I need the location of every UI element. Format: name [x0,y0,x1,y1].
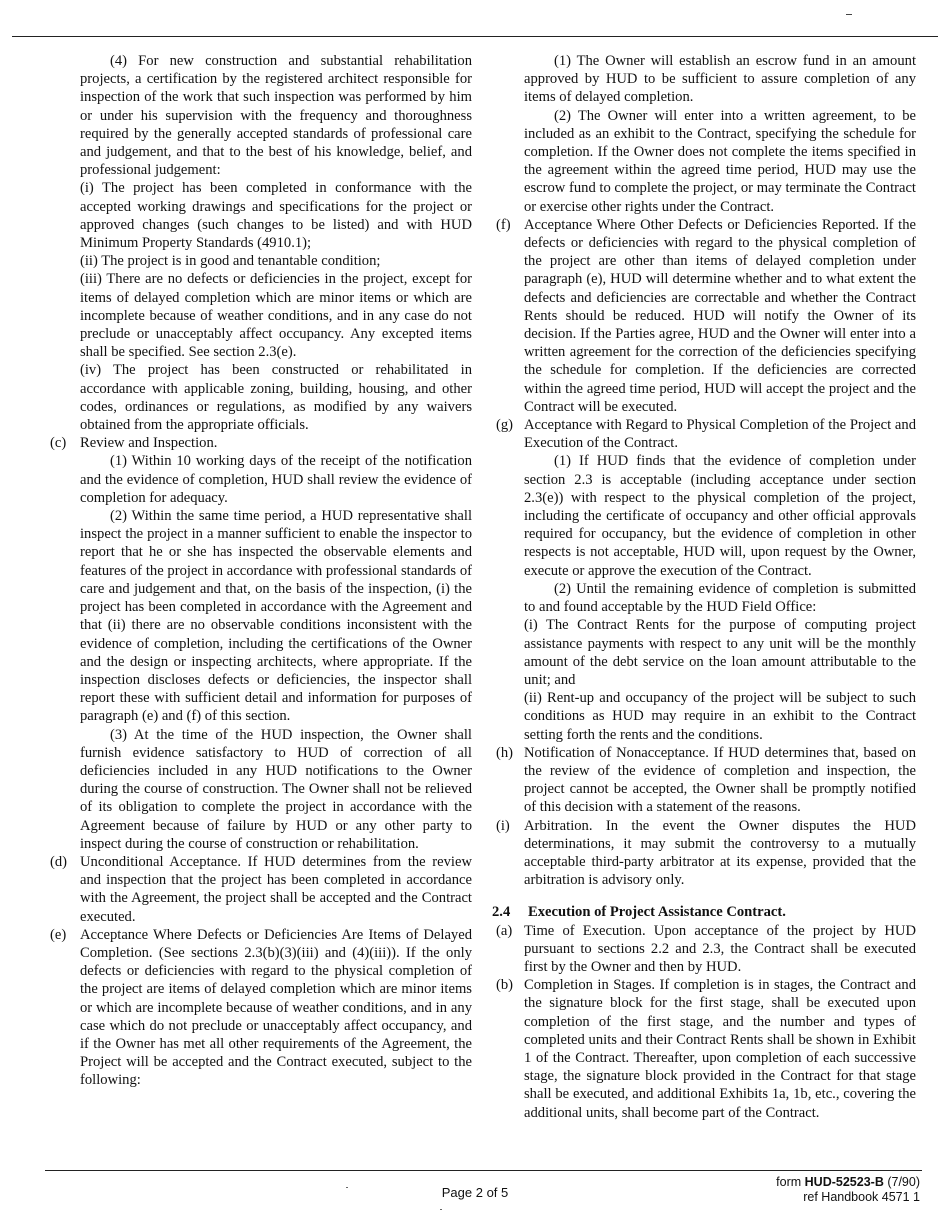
section-d-marker: (d) [50,853,68,870]
section-d-text: Unconditional Acceptance. If HUD determines from the review and inspection that the project has been completed in accordance with the Agreement, the project shall be accepted and the Contract executed. [80,853,472,925]
section-e-text: Acceptance Where Defects or Deficiencies Are Items of Delayed Completion. (See sections 2.3(b)(3)(iii) and (4)(iii)). If the only defects or deficiencies with regard to the physical completion of the project are items of delayed completion which are minor items or which are incomplete because of weather conditions, and in any case which do not preclude or unacceptably affect occupancy, and if the Owner has met all other requirements of the Agreement, the Project will be accepted and the Contract executed, subject to the following: [80,926,472,1089]
section-f-marker: (f) [496,216,511,233]
section-c-title: Review and Inspection. [80,435,218,452]
form-id: HUD-52523-B [804,1175,884,1189]
paragraph-4-certification: (4) For new construction and substantial rehabilitation projects, a certification by the registered architect responsible for inspection of the work that such inspection was performed by him or under his supervision with the frequency and thoroughness required by the generally accepted standards of professional care and judgement, and that to the best of his knowledge, belief, and professional judgement: [80,53,472,179]
section-e-marker: (e) [50,926,67,943]
section-2-4-b [492,976,916,1122]
item-ii: (ii) The project is in good and tenantable condition; [80,253,381,270]
section-c [50,434,472,452]
section-e [50,926,472,1090]
form-reference [776,1175,920,1205]
section-2-4-a [492,922,916,977]
handbook-ref: ref Handbook 4571 1 [803,1190,920,1204]
section-b-marker: (b) [496,977,514,994]
section-d [50,853,472,926]
section-h-marker: (h) [496,744,514,761]
form-date: (7/90) [887,1175,920,1189]
e-paragraph-2: (2) The Owner will enter into a written agreement, to be included as an exhibit to the Contract, specifying the schedule for completion. If the Owner does not complete the items specified in the agreement within the agreed time period, HUD may use the escrow fund to complete the project, or may terminate the Contract or exercise other rights under the Contract. [524,107,916,215]
section-f [492,216,916,416]
g-item-i: (i) The Contract Rents for the purpose of computing project assistance payments with respect to any unit will be the monthly amount of the debt service on the loan amount attributable to the unit; and [524,617,916,688]
section-number: 2.4 [492,904,511,921]
bottom-rule [45,1170,922,1171]
form-prefix: form [776,1175,802,1189]
scan-mark [846,14,852,15]
c-paragraph-1: (1) Within 10 working days of the receipt of the notification and the evidence of completion, HUD shall review the evidence of completion for adequacy. [80,453,472,506]
section-title: Execution of Project Assistance Contract. [528,904,786,921]
right-column [492,52,916,1122]
section-g-marker: (g) [496,417,514,434]
top-rule [12,36,938,37]
section-b-text: Completion in Stages. If completion is in stages, the Contract and the signature block for the first stage, shall be executed upon completion of the first stage, and the number and types of completed units and their Contract Rents shall be shown in Exhibit 1 of the Contract. Thereafter, upon completion of each successive stage, the signature block provided in the Contract for that stage shall be executed, and additional Exhibits 1a, 1b, etc., covering the additional units, shall become part of the Contract. [524,977,916,1121]
c-paragraph-3: (3) At the time of the HUD inspection, the Owner shall furnish evidence satisfactory to HUD of correction of all deficiencies included in any HUD notifications to the Owner during the course of construction. The Owner shall not be relieved of its obligation to complete the project in accordance with the Agreement because of failure by HUD or any other party to inspect during the course of construction or rehabilitation. [80,726,472,852]
section-2-4-heading [492,903,916,921]
g-item-ii: (ii) Rent-up and occupancy of the project will be subject to such conditions as HUD may require in an exhibit to the Contract setting forth the rents and the conditions. [524,690,916,743]
g-paragraph-2: (2) Until the remaining evidence of completion is submitted to and found acceptable by the HUD Field Office: [524,580,916,616]
section-i-text: Arbitration. In the event the Owner disputes the HUD determinations, it may submit the controversy to a mutually acceptable third-party arbitrator at its expense, provided that the arbitration is advisory only. [524,817,916,889]
section-h-text: Notification of Nonacceptance. If HUD determines that, based on the review of the evidence of completion and inspection, the project cannot be accepted, the Owner shall be promptly notified of this decision with a statement of the reasons. [524,744,916,816]
section-g-text: Acceptance with Regard to Physical Completion of the Project and Execution of the Contract. [524,417,916,452]
e-paragraph-1: (1) The Owner will establish an escrow fund in an amount approved by HUD to be sufficient to assure completion of any items of delayed completion. [524,53,916,106]
section-i-marker: (i) [496,817,510,834]
section-g [492,416,916,452]
section-f-text: Acceptance Where Other Defects or Deficiencies Reported. If the defects or deficiencies with regard to the physical completion of the project are other than items of delayed completion under paragraph (e), HUD will determine whether and to what extent the defects and deficiencies are correctable and whether the Contract Rents should be reduced. HUD will notify the Owner of its decision. If the Parties agree, HUD and the Owner will enter into a written agreement for the correction of the deficiencies specifying the schedule for completion. If the deficiencies are corrected within the agreed time period, HUD will accept the project and the Contract will be executed. [524,216,916,415]
section-i [492,817,916,890]
section-a-text: Time of Execution. Upon acceptance of the project by HUD pursuant to sections 2.2 and 2.3, the Contract shall be executed first by the Owner and then by HUD. [524,922,916,975]
scan-speck [440,1209,442,1210]
c-paragraph-2: (2) Within the same time period, a HUD representative shall inspect the project in a manner sufficient to enable the inspector to report that he or she has inspected the observable elements and features of the project in accordance with professional standards of care and judgement and that, on the basis of the inspection, (i) the project has been completed in accordance with the Agreement and that (ii) there are no observable conditions inconsistent with the evidence of completion, including the certifications of the Owner and the design or inspecting architects, where appropriate. If the inspection discloses defects or deficiencies, the inspector shall report these with sufficient detail and information for purposes of paragraph (e) and (f) of this section. [80,508,472,725]
section-c-marker: (c) [50,435,67,452]
item-iv: (iv) The project has been constructed or rehabilitated in accordance with applicable zoning, building, housing, and other codes, ordinances or regulations, as modified by any waivers obtained from the appropriate officials. [80,362,472,434]
section-h [492,744,916,817]
page-number: Page 2 of 5 [441,1185,509,1200]
form-id-line [776,1175,920,1190]
left-column [50,52,472,1090]
item-iii: (iii) There are no defects or deficiencies in the project, except for items of delayed completion which are minor items or which are incomplete because of weather conditions, and in any case do not preclude or unacceptably affect occupancy. Any excepted items shall be specified. See section 2.3(e). [80,271,472,361]
item-i: (i) The project has been completed in conformance with the accepted working drawings and specifications for the project or approved changes (such changes to be listed) and with HUD Minimum Property Standards (4910.1); [80,180,472,252]
g-paragraph-1: (1) If HUD finds that the evidence of completion under section 2.3 is acceptable (including acceptance under section 2.3(e)) with respect to the physical completion of the project, including the certificate of occupancy and other official approvals required for occupancy, but the evidence of completion in other respects is not acceptable, HUD will, upon request by the Owner, execute or approve the execution of the Contract. [524,453,916,579]
section-a-marker: (a) [496,922,513,939]
